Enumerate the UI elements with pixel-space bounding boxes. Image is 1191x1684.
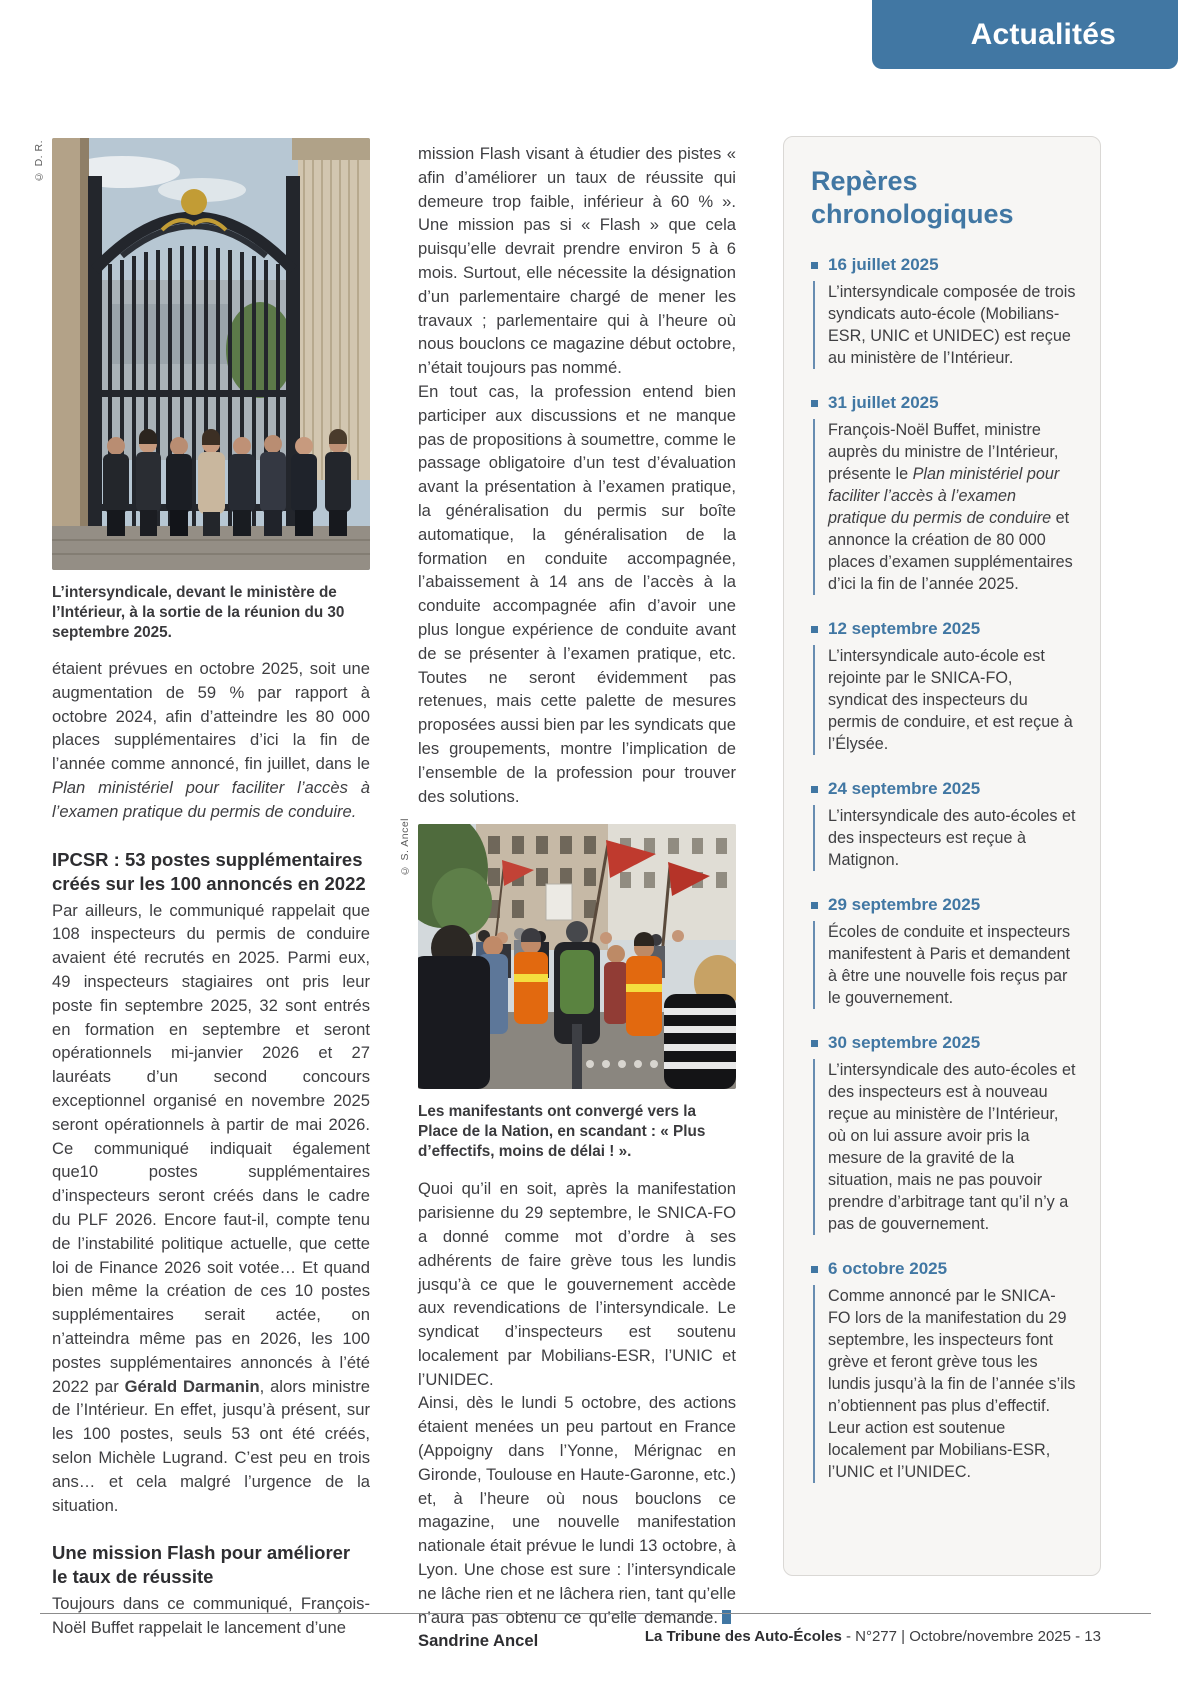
left-paragraph-2: Par ailleurs, le communiqué rappelait que 108 inspecteurs du permis de conduire avaient été recrutés en 2025. Parmi eux, 49 inspecteurs stagiaires ont pris leur poste fin septembre 2025, 32 sont entrés en formation en septembre et seront opérationnels mi-janvier 2026 et 27 lauréats d’un second concours exceptionnel organisé en novembre 2025 seront opérationnels à partir de mai 2026. Ce communiqué indiquait également que10 postes supplémentaires d’inspecteurs seront créés dans le cadre du PLF 2026. Encore faut-il, compte tenu de l’instabilité politique actuelle, que cette loi de Finance 2026 soit votée… Et quand bien même la création de ces 10 postes supplémentaires serait actée, on n’atteindra même pas en 2026, les 100 postes supplémentaires annoncés à l’été 2022 par Gérald Darmanin, alors ministre de l’Intérieur. En effet, jusqu’à présent, sur les 100 postes, seuls 53 ont été créés, selon Michèle Lugrand. C’est peu en trois ans… et cela malgré l’urgence de la situation. <box>52 900 370 1515</box>
bullet-square-icon <box>811 786 818 793</box>
bullet-square-icon <box>811 626 818 633</box>
section-tab <box>872 0 1178 69</box>
entry-text: L’intersyndicale des auto-écoles et des inspecteurs est à nouveau reçue au ministère de l’Intérieur, où on lui assure avoir pris la mesure de la gravité de la situation, mais ne pas pouvoir prendre d’arbitrage tant qu’il n’y a pas de gouvernement. <box>813 1059 1076 1235</box>
left-column <box>52 138 370 1640</box>
left-paragraph-3: Toujours dans ce communiqué, François-Noël Buffet rappelait le lancement d’une <box>52 1594 370 1638</box>
entry-date: 12 septembre 2025 <box>828 619 981 638</box>
timeline-entry <box>811 894 1076 1009</box>
demonstration-photo <box>418 824 736 1089</box>
left-heading-ipcsr: IPCSR : 53 postes supplémentaires créés sur les 100 annoncés en 2022 <box>52 848 366 894</box>
middle-paragraph-3: Quoi qu’il en soit, après la manifestation parisienne du 29 septembre, le SNICA-FO a donné comme mot d’ordre à ses adhérents de faire grève tous les lundis jusqu’à ce que le gouvernement accède aux revendications de l’intersyndicale. Le syndicat d’inspecteurs est soutenu localement par Mobilians-ESR, l’UNIC et l’UNIDEC. <box>418 1179 736 1389</box>
demonstration-photo-caption: Les manifestants ont convergé vers la Place de la Nation, en scandant : « Plus d’effectifs, moins de délai ! ». <box>418 1103 706 1161</box>
timeline-entry <box>811 392 1076 595</box>
footer-magazine-title: La Tribune des Auto-Écoles <box>644 1628 842 1645</box>
demonstration-photo-illustration <box>418 824 736 1089</box>
footer <box>0 1628 1101 1645</box>
entry-date: 30 septembre 2025 <box>828 1033 981 1052</box>
bullet-square-icon <box>811 400 818 407</box>
photo-credit-gate: © D. R. <box>33 140 45 183</box>
sidebar-title: Repères chronologiques <box>811 166 1014 229</box>
section-tab-label: Actualités <box>970 17 1116 51</box>
middle-paragraph-4-text: Ainsi, dès le lundi 5 octobre, des actions étaient menées un peu partout en France (Appoigny dans l’Yonne, Mérignac en Gironde, Toulouse en Haute-Garonne, etc.) et, à l’heure où nous bouclons ce magazine, une nouvelle manifestation nationale était prévue le lundi 13 octobre, à Lyon. Une chose est sure : l’intersyndicale ne lâche rien et ne lâchera rien, tant qu’elle n’aura pas obtenu ce qu’elle demande. <box>418 1393 736 1627</box>
timeline-entry <box>811 1032 1076 1235</box>
bullet-square-icon <box>811 262 818 269</box>
entry-text: Comme annoncé par le SNICA-FO lors de la manifestation du 29 septembre, les inspecteurs font grève et feront grève tous les lundis jusqu’à la fin de l’année s’ils n’obtiennent pas plus d’effectif. Leur action est soutenue localement par Mobilians-ESR, l’UNIC et l’UNIDEC. <box>813 1285 1076 1483</box>
timeline-entry <box>811 1258 1076 1483</box>
photo-credit-demo: © S. Ancel <box>399 818 411 877</box>
middle-column <box>418 142 736 1653</box>
author-name: Sandrine Ancel <box>418 1631 539 1651</box>
middle-paragraph-1: mission Flash visant à étudier des pistes « afin d’améliorer un taux de réussite qui demeure trop faible, inférieur à 60 % ». Une mission pas si « Flash » que cela puisqu’elle devrait prendre environ 5 à 6 mois. Surtout, elle nécessite la désignation d’un parlementaire chargé de mener les travaux ; parlementaire qui à l’heure où nous bouclons ce magazine début octobre, n’était toujours pas nommé. <box>418 144 736 378</box>
left-paragraph-1: étaient prévues en octobre 2025, soit une augmentation de 59 % par rapport à octobre 2024, afin d’atteindre les 80 000 places supplémentaires d’ici la fin de l’année comme annoncé, fin juillet, dans le Plan ministériel pour faciliter l’accès à l’examen pratique du permis de conduire. <box>52 659 370 821</box>
gate-photo-caption: L’intersyndicale, devant le ministère de l’Intérieur, à la sortie de la réunion du 30 septembre 2025. <box>52 584 345 641</box>
entry-date: 24 septembre 2025 <box>828 779 981 798</box>
bullet-square-icon <box>811 902 818 909</box>
timeline-entry <box>811 618 1076 755</box>
author-square-icon <box>722 1610 731 1624</box>
footer-issue-info: - N°277 | Octobre/novembre 2025 - 13 <box>841 1628 1101 1645</box>
left-heading-mission-flash: Une mission Flash pour améliorer le taux de réussite <box>52 1542 351 1588</box>
entry-text: L’intersyndicale des auto-écoles et des inspecteurs est reçue à Matignon. <box>813 805 1076 871</box>
entry-date: 6 octobre 2025 <box>828 1259 948 1278</box>
entry-date: 31 juillet 2025 <box>828 393 939 412</box>
bullet-square-icon <box>811 1040 818 1047</box>
entry-date: 16 juillet 2025 <box>828 255 939 274</box>
entry-text: L’intersyndicale composée de trois syndicats auto-école (Mobilians-ESR, UNIC et UNIDEC) est reçue au ministère de l’Intérieur. <box>813 281 1076 369</box>
entry-date: 29 septembre 2025 <box>828 895 981 914</box>
timeline-entry <box>811 254 1076 369</box>
entry-text: François-Noël Buffet, ministre auprès du ministre de l’Intérieur, présente le Plan ministériel pour faciliter l’accès à l’examen pratique du permis de conduire et annonce la création de 80 000 places d’examen supplémentaires d’ici la fin de l’année 2025. <box>813 419 1076 595</box>
gate-photo-illustration <box>52 138 370 570</box>
timeline-entry <box>811 778 1076 871</box>
timeline-sidebar <box>783 136 1101 1576</box>
entry-text: L’intersyndicale auto-école est rejointe par le SNICA-FO, syndicat des inspecteurs du permis de conduire, et est reçue à l’Élysée. <box>813 645 1076 755</box>
gate-photo <box>52 138 370 570</box>
footer-divider <box>40 1613 1151 1614</box>
middle-paragraph-2: En tout cas, la profession entend bien participer aux discussions et ne manque pas de propositions à soumettre, comme le passage obligatoire d’un test d’évaluation avant la présentation à l’examen pratique, la généralisation du permis sur boîte automatique, la généralisation de la formation en conduite accompagnée, l’abaissement à 14 ans de l’accès à la conduite accompagnée afin d’avoir une plus longue expérience de conduite avant de se présenter à l’examen pratique, etc. Toutes ne seront évidemment pas retenues, mais cette palette de mesures proposées aussi bien par les syndicats que les groupements, montre l’implication de l’ensemble de la profession pour trouver des solutions. <box>418 381 736 806</box>
bullet-square-icon <box>811 1266 818 1273</box>
entry-text: Écoles de conduite et inspecteurs manifestent à Paris et demandent à être une nouvelle fois reçus par le gouvernement. <box>813 921 1076 1009</box>
